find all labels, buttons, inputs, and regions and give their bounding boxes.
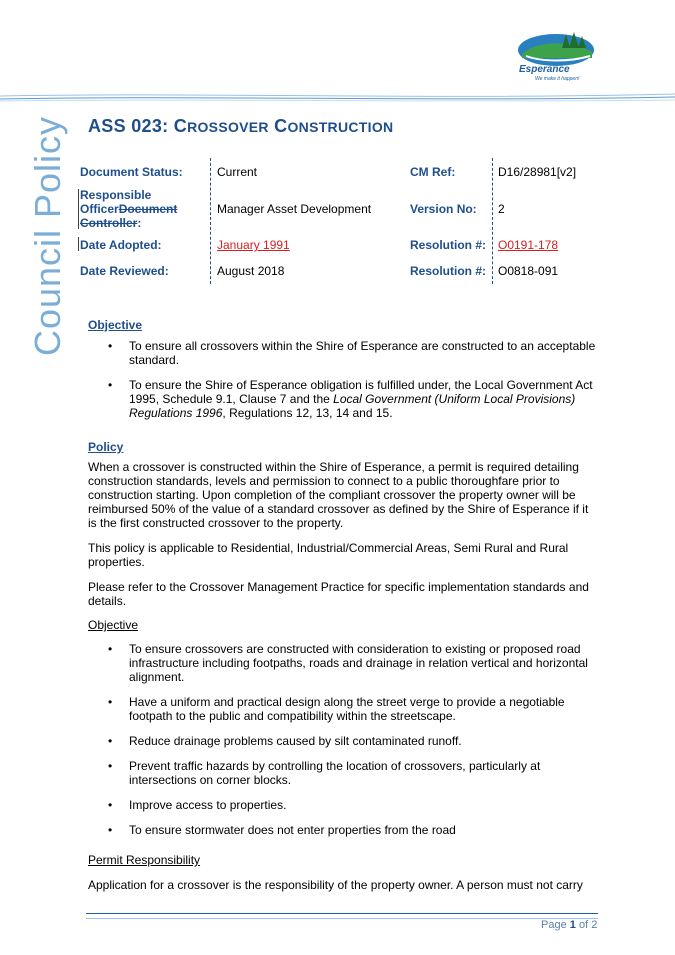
cm-ref-value: D16/28981[v2] (498, 165, 577, 179)
reviewed-label: Date Reviewed: (80, 264, 169, 278)
policy-heading: Policy (88, 440, 124, 454)
list-item: • Reduce drainage problems caused by silt contaminated runoff. (88, 734, 598, 748)
side-title: Council Policy (27, 115, 68, 357)
column-divider (492, 158, 493, 284)
policy-code: ASS 023: (88, 116, 169, 136)
permit-section (88, 853, 598, 892)
list-item: • Have a uniform and practical design along the street verge to provide a negotiable footpath to the public and compatibility within the streetscape. (88, 695, 598, 723)
reviewed-value: August 2018 (217, 264, 285, 278)
objective-section (88, 318, 598, 420)
resolution-label-1: Resolution #: (410, 238, 487, 252)
header-rule (0, 90, 675, 104)
policy-paragraph: This policy is applicable to Residential, Industrial/Commercial Areas, Semi Rural and Rural properties. (88, 541, 569, 569)
logo-wordmark: Esperance (519, 64, 570, 75)
list-item: • To ensure the Shire of Esperance obligation is fulfilled under, the Local Government Act 1995, Schedule 9.1, Clause 7 and the Local Government (Uniform Local Provisions) Regulations 1996, Regulations 12, 13, 14 and 15. (88, 378, 598, 420)
responsible-value: Manager Asset Development (217, 202, 372, 216)
change-bar (78, 189, 79, 229)
policy-paragraph: When a crossover is constructed within the Shire of Esperance, a permit is required detailing construction standards, levels and permission to connect to a public thoroughfare prior to construction starting. Upon completion of the compliant crossover the property owner will be reimbursed 50% of the value of a standard crossover as defined by the Shire of Esperance if it is the first constructed crossover to the property. (88, 460, 589, 530)
cm-ref-label: CM Ref: (410, 165, 456, 179)
resolution-label-2: Resolution #: (410, 264, 487, 278)
column-divider (210, 158, 211, 284)
permit-paragraph: Application for a crossover is the responsibility of the property owner. A person must not carry (88, 878, 583, 892)
list-item: • To ensure stormwater does not enter properties from the road (88, 823, 598, 837)
logo-tagline: We make it happen! (535, 76, 580, 82)
page-title: ASS 023: CROSSOVER CONSTRUCTION (88, 116, 394, 136)
permit-heading: Permit Responsibility (88, 853, 201, 867)
objective-heading-2: Objective (88, 618, 139, 632)
responsible-label: Responsible OfficerDocument Controller: (80, 188, 178, 230)
page-indicator: Page 1 of 2 (541, 919, 598, 931)
policy-paragraph: Please refer to the Crossover Management Practice for specific implementation standards and details. (88, 580, 589, 608)
adopted-label: Date Adopted: (80, 238, 162, 252)
objective-heading: Objective (88, 318, 143, 332)
list-item: • To ensure crossovers are constructed with consideration to existing or proposed road infrastructure including footpaths, roads and drainage in relation vertical and horizontal alignment. (88, 642, 598, 684)
adopted-value: January 1991 (217, 238, 290, 252)
resolution-value-1: O0191-178 (498, 238, 559, 252)
footer-rule (86, 913, 598, 919)
version-value: 2 (498, 202, 505, 216)
version-label: Version No: (410, 202, 477, 216)
resolution-value-2: O0818-091 (498, 264, 559, 278)
list-item: • Prevent traffic hazards by controlling the location of crossovers, particularly at intersections on corner blocks. (88, 759, 598, 787)
policy-section (88, 440, 598, 608)
doc-status-label: Document Status: (80, 165, 183, 179)
objective-section-2 (88, 618, 598, 837)
list-item: • To ensure all crossovers within the Shire of Esperance are constructed to an acceptable standard. (88, 339, 598, 367)
change-bar (78, 237, 79, 251)
doc-status-value: Current (217, 165, 258, 179)
list-item: • Improve access to properties. (88, 798, 598, 812)
